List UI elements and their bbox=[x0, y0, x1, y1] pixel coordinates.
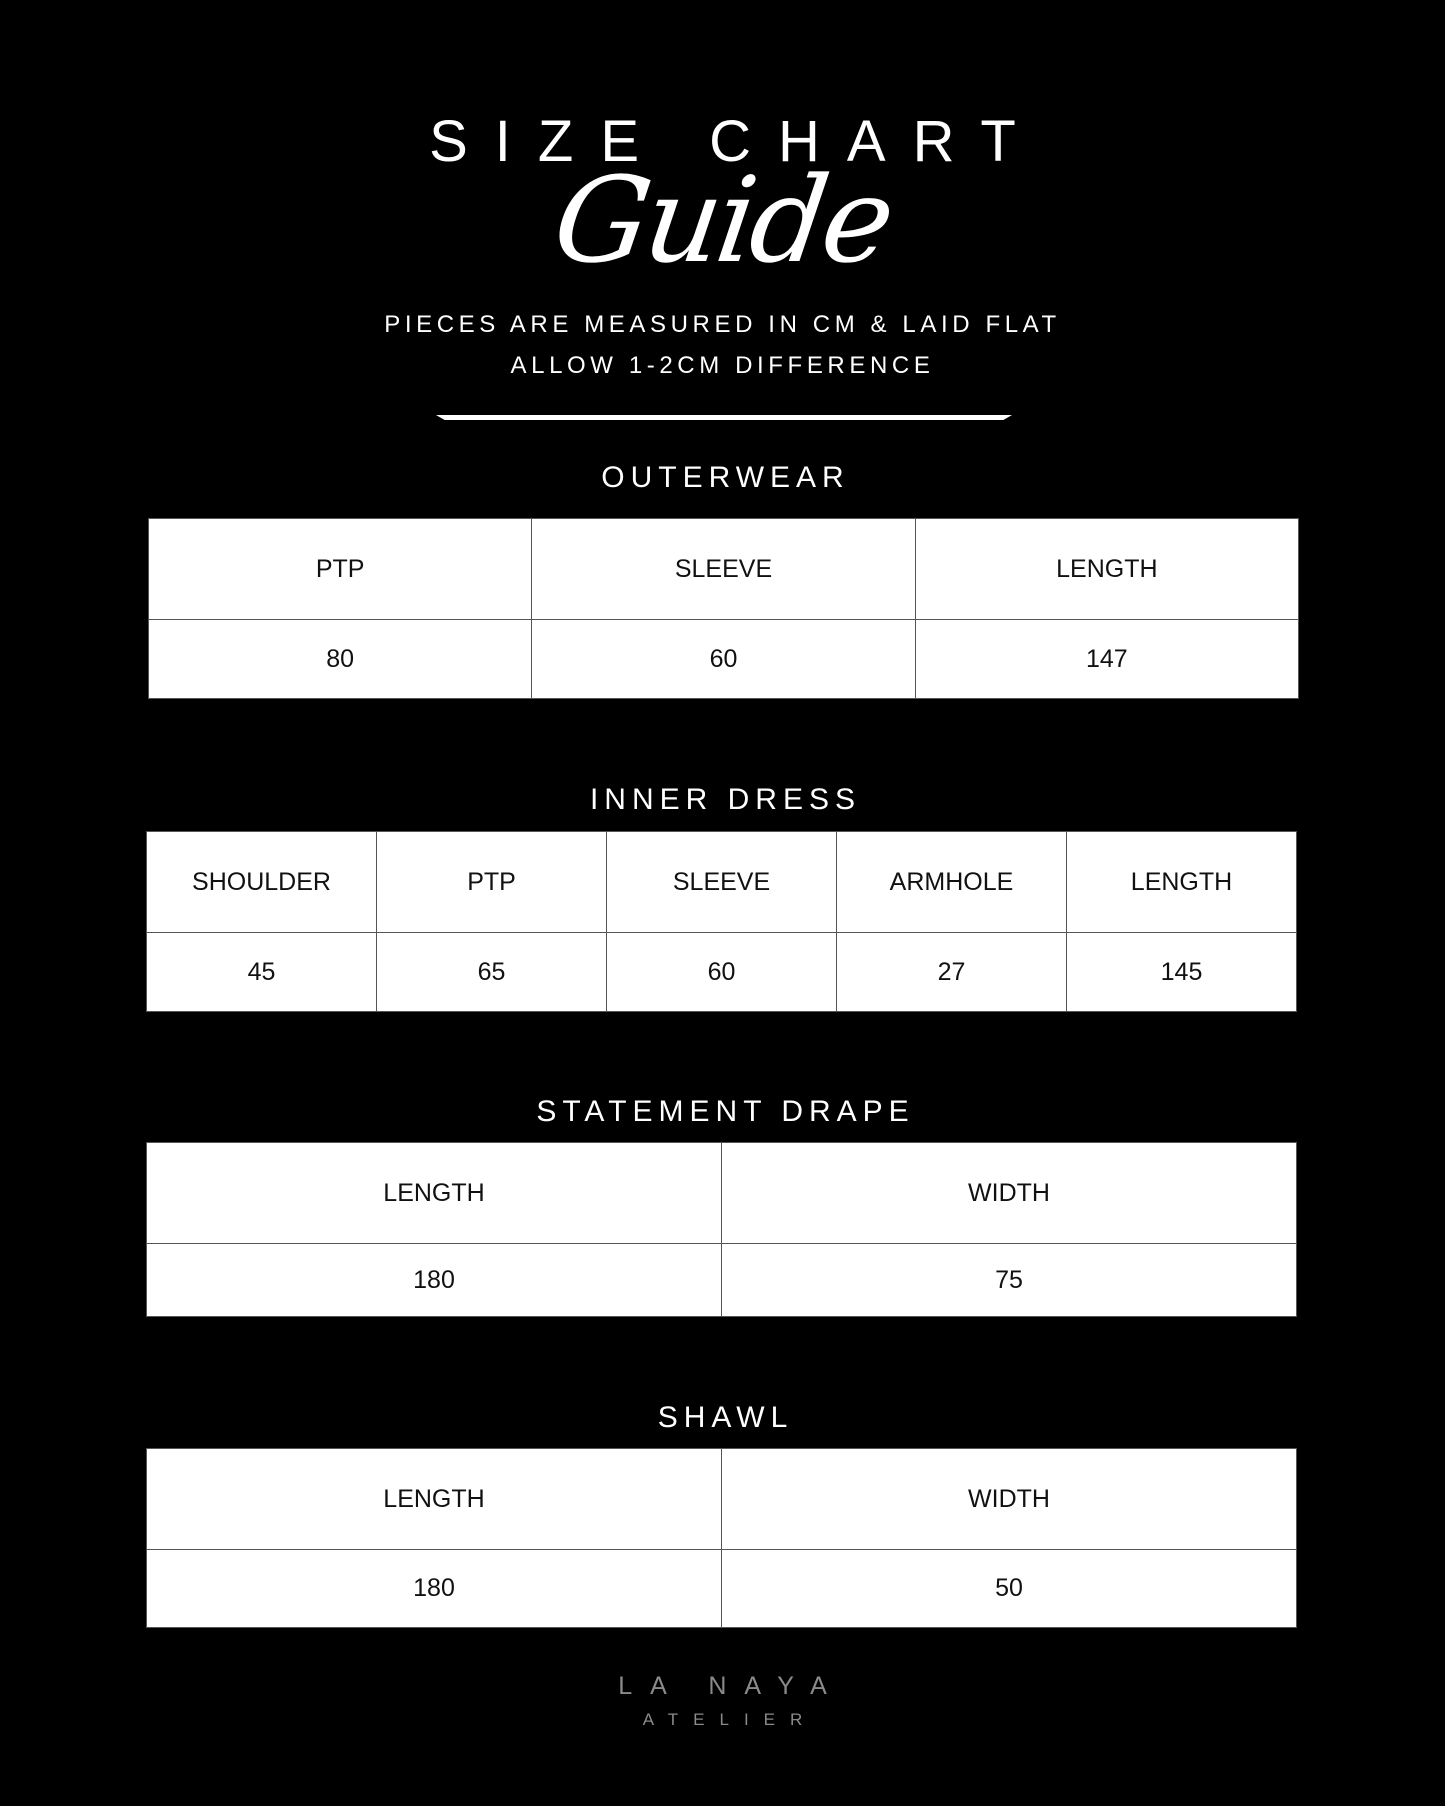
section-heading-outerwear: OUTERWEAR bbox=[601, 461, 850, 494]
script-title: Guide bbox=[546, 151, 899, 289]
brand-logo-text: LA NAYA bbox=[618, 1672, 845, 1700]
table-row bbox=[147, 1244, 1297, 1317]
column-header: SLEEVE bbox=[607, 832, 837, 933]
section-heading-statement-drape: STATEMENT DRAPE bbox=[536, 1095, 915, 1128]
table-cell: 45 bbox=[147, 933, 377, 1012]
table-cell: 147 bbox=[915, 620, 1298, 699]
table-row bbox=[147, 933, 1297, 1012]
table-row bbox=[147, 1550, 1297, 1628]
table-cell: 60 bbox=[607, 933, 837, 1012]
table-cell: 27 bbox=[837, 933, 1067, 1012]
column-header: WIDTH bbox=[722, 1143, 1297, 1244]
table-cell: 75 bbox=[722, 1244, 1297, 1317]
table-row bbox=[149, 620, 1299, 699]
column-header: SLEEVE bbox=[532, 519, 915, 620]
table-cell: 180 bbox=[147, 1550, 722, 1628]
section-heading-shawl: SHAWL bbox=[657, 1401, 794, 1434]
table-cell: 60 bbox=[532, 620, 915, 699]
shawl-table bbox=[146, 1448, 1297, 1628]
statement-drape-table bbox=[146, 1142, 1297, 1317]
table-cell: 180 bbox=[147, 1244, 722, 1317]
table-cell: 65 bbox=[377, 933, 607, 1012]
outerwear-table bbox=[148, 518, 1299, 699]
subtitle-tolerance-note: ALLOW 1-2CM DIFFERENCE bbox=[510, 352, 935, 379]
header-divider bbox=[436, 415, 1012, 420]
table-header-row bbox=[147, 1143, 1297, 1244]
table-header-row bbox=[147, 1449, 1297, 1550]
table-header-row bbox=[147, 832, 1297, 933]
inner-dress-table bbox=[146, 831, 1297, 1012]
column-header: PTP bbox=[149, 519, 532, 620]
column-header: LENGTH bbox=[915, 519, 1298, 620]
brand-logo-subtext: ATELIER bbox=[642, 1710, 818, 1729]
section-heading-inner-dress: INNER DRESS bbox=[589, 783, 862, 816]
table-cell: 50 bbox=[722, 1550, 1297, 1628]
column-header: PTP bbox=[377, 832, 607, 933]
subtitle-measure-note: PIECES ARE MEASURED IN CM & LAID FLAT bbox=[384, 311, 1061, 338]
table-header-row bbox=[149, 519, 1299, 620]
column-header: LENGTH bbox=[147, 1143, 722, 1244]
table-cell: 145 bbox=[1067, 933, 1297, 1012]
column-header: SHOULDER bbox=[147, 832, 377, 933]
column-header: LENGTH bbox=[147, 1449, 722, 1550]
column-header: WIDTH bbox=[722, 1449, 1297, 1550]
table-cell: 80 bbox=[149, 620, 532, 699]
column-header: LENGTH bbox=[1067, 832, 1297, 933]
column-header: ARMHOLE bbox=[837, 832, 1067, 933]
page-title: SIZE CHART bbox=[429, 109, 1043, 174]
